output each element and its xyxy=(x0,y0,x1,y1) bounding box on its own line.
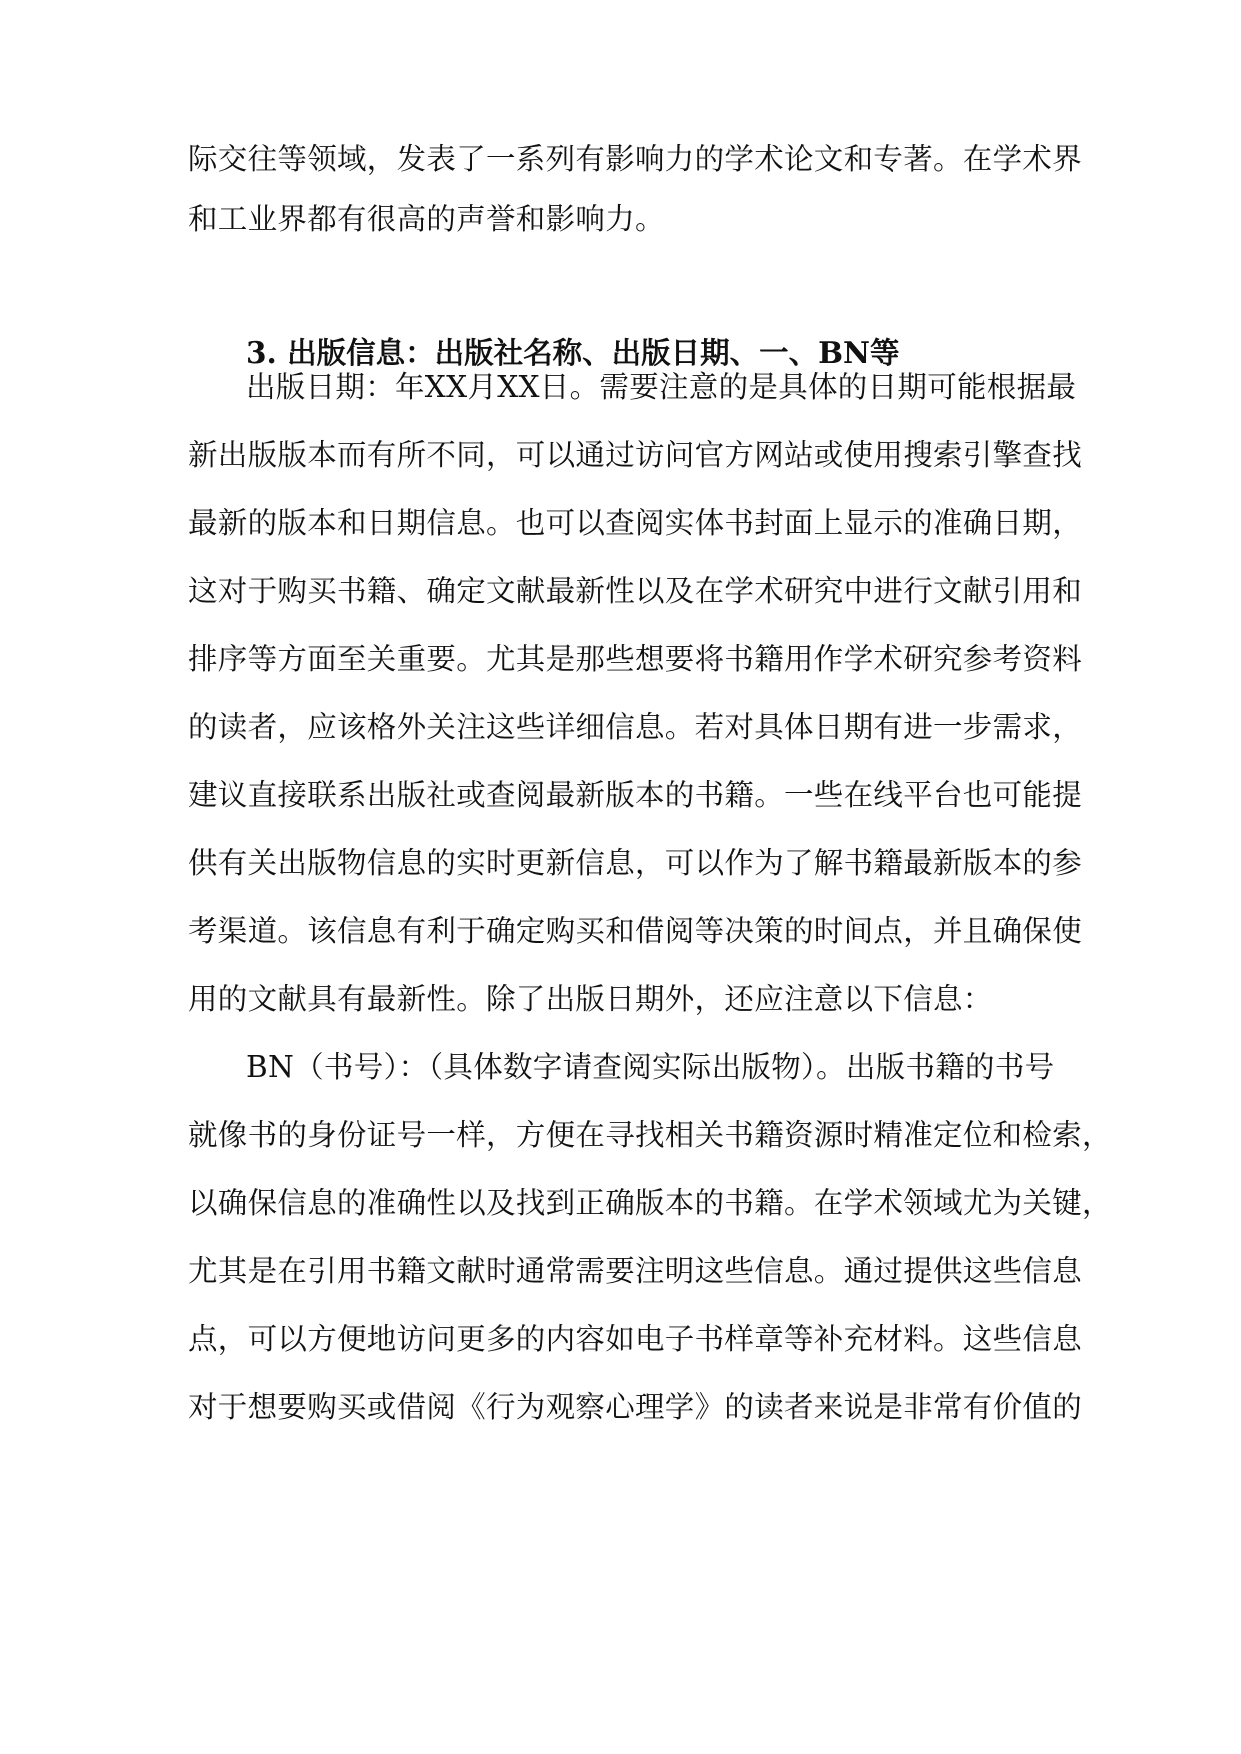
paragraph-line: 就像书的身份证号一样，方便在寻找相关书籍资源时精准定位和检索， xyxy=(188,1118,1112,1152)
paragraph-line: 这对于购买书籍、确定文献最新性以及在学术研究中进行文献引用和 xyxy=(188,574,1083,608)
paragraph-line: 以确保信息的准确性以及找到正确版本的书籍。在学术领域尤为关键， xyxy=(188,1186,1112,1220)
paragraph-line: 尤其是在引用书籍文献时通常需要注明这些信息。通过提供这些信息 xyxy=(188,1254,1083,1288)
paragraph-line: 的读者，应该格外关注这些详细信息。若对具体日期有进一步需求， xyxy=(188,710,1083,744)
paragraph-line: 出版日期：年XX月XX日。需要注意的是具体的日期可能根据最 xyxy=(246,370,1077,404)
paragraph-line: 最新的版本和日期信息。也可以查阅实体书封面上显示的准确日期， xyxy=(188,506,1083,540)
paragraph-line: 际交往等领域，发表了一系列有影响力的学术论文和专著。在学术界 xyxy=(188,142,1083,176)
paragraph-line: 用的文献具有最新性。除了出版日期外，还应注意以下信息： xyxy=(188,982,993,1016)
paragraph-line: 和工业界都有很高的声誉和影响力。 xyxy=(188,202,665,236)
paragraph-line: 点，可以方便地访问更多的内容如电子书样章等补充材料。这些信息 xyxy=(188,1322,1083,1356)
section-heading: 3. 出版信息：出版社名称、出版日期、一、BN等 xyxy=(246,335,900,370)
paragraph-line: 考渠道。该信息有利于确定购买和借阅等决策的时间点，并且确保使 xyxy=(188,914,1083,948)
paragraph-line: 新出版版本而有所不同，可以通过访问官方网站或使用搜索引擎查找 xyxy=(188,438,1083,472)
paragraph-line: 排序等方面至关重要。尤其是那些想要将书籍用作学术研究参考资料 xyxy=(188,642,1083,676)
paragraph-line: BN（书号）：（具体数字请查阅实际出版物）。出版书籍的书号 xyxy=(246,1050,1055,1084)
paragraph-line: 建议直接联系出版社或查阅最新版本的书籍。一些在线平台也可能提 xyxy=(188,778,1083,812)
paragraph-line: 对于想要购买或借阅《行为观察心理学》的读者来说是非常有价值的 xyxy=(188,1390,1083,1424)
paragraph-line: 供有关出版物信息的实时更新信息，可以作为了解书籍最新版本的参 xyxy=(188,846,1083,880)
